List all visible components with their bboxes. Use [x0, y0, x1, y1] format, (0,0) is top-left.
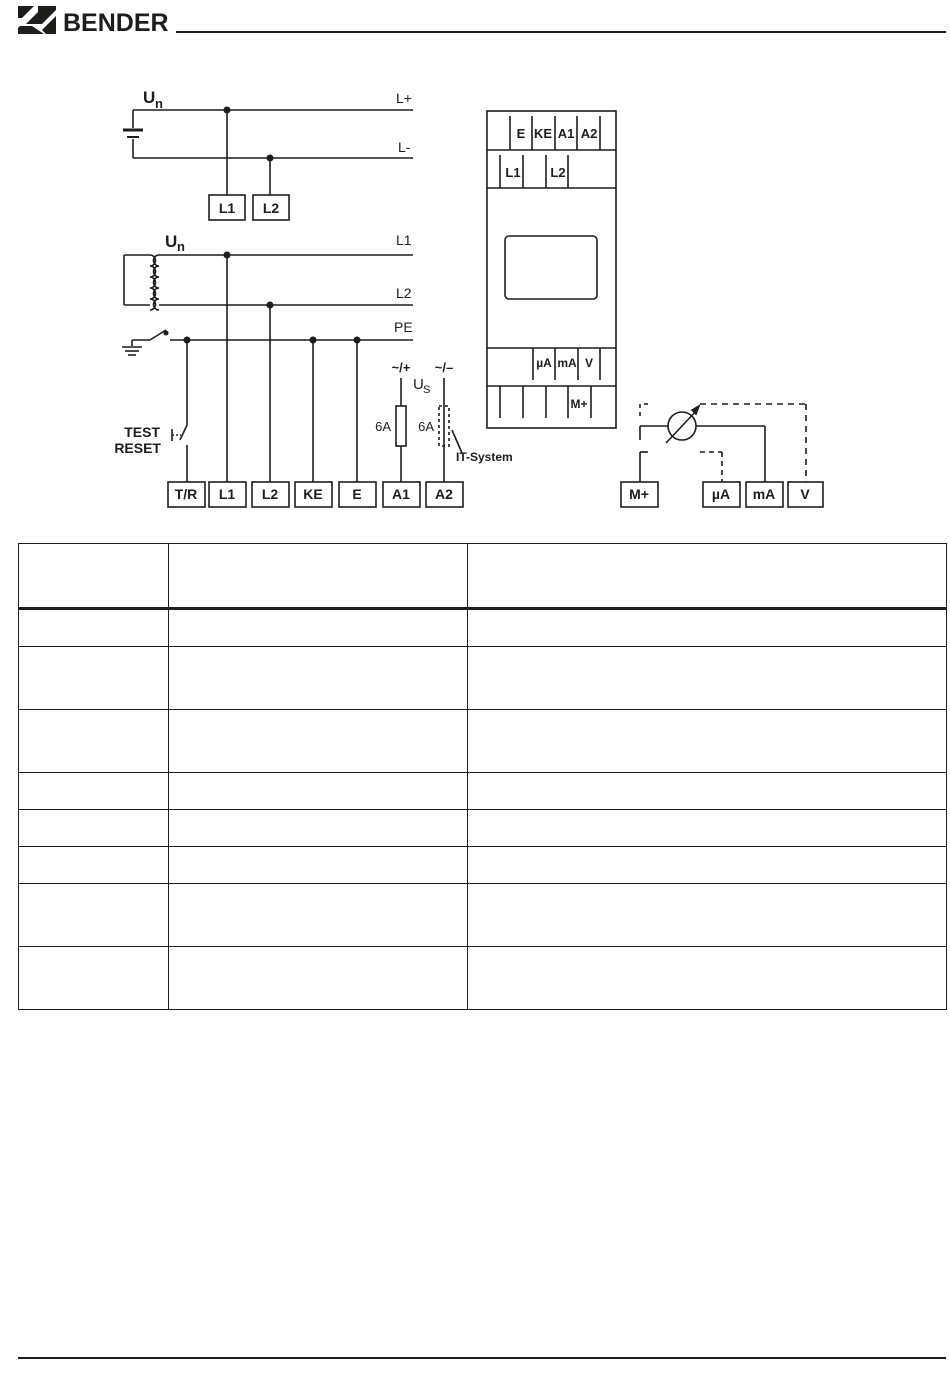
line-label-l2: L2: [396, 285, 412, 301]
device-terminal-a2: A2: [580, 126, 598, 141]
header-rule: [176, 31, 946, 33]
meter-terminal-ua: µA: [711, 486, 731, 502]
table-cell: [169, 710, 468, 773]
terminal-l2: L2: [261, 486, 279, 502]
table-cell: [19, 773, 169, 810]
table-cell: [169, 647, 468, 710]
table-cell: [19, 810, 169, 847]
ac-voltage-sub: n: [177, 239, 185, 254]
table-row: [19, 810, 947, 847]
device-terminal-l1: L1: [505, 165, 521, 180]
table-cell: [19, 847, 169, 884]
device-terminal-a1: A1: [557, 126, 575, 141]
supply-plus-label: ~/+: [391, 360, 411, 375]
dc-terminal-l1: L1: [218, 200, 236, 216]
table-cell: [468, 884, 947, 947]
table-header-cell: [19, 544, 169, 609]
supply-voltage-label: U: [413, 376, 424, 393]
table-cell: [169, 609, 468, 647]
table-row: [19, 647, 947, 710]
fuse-label-a2: 6A: [418, 419, 434, 434]
table-row: [19, 947, 947, 1010]
dc-voltage-sub: n: [155, 96, 163, 111]
terminal-tr: T/R: [174, 486, 198, 502]
ac-voltage-label: U: [165, 232, 178, 251]
terminal-a1: A1: [392, 486, 410, 502]
table-cell: [468, 847, 947, 884]
line-label-pe: PE: [394, 319, 413, 335]
table-row: [19, 710, 947, 773]
it-system-label: IT-System: [456, 450, 513, 464]
table-cell: [169, 773, 468, 810]
table-header-row: [19, 544, 947, 609]
table-cell: [468, 947, 947, 1010]
meter-terminal-mplus: M+: [629, 486, 649, 502]
terminal-table: [18, 543, 947, 1010]
terminal-a2: A2: [435, 486, 453, 502]
table-header-cell: [169, 544, 468, 609]
supply-minus-label: ~/–: [434, 360, 454, 375]
table-cell: [468, 810, 947, 847]
table-cell: [19, 884, 169, 947]
wiring-diagram: [0, 60, 950, 520]
device-terminal-e: E: [516, 126, 526, 141]
bender-logo: [18, 4, 169, 38]
reset-label: RESET: [114, 440, 161, 456]
table-cell: [169, 847, 468, 884]
table-cell: [169, 947, 468, 1010]
brand-name: BENDER: [63, 9, 169, 37]
device-terminal-ma: mA: [557, 356, 577, 370]
table-cell: [19, 647, 169, 710]
table-row: [19, 773, 947, 810]
table-cell: [468, 609, 947, 647]
table-row: [19, 609, 947, 647]
device-terminal-ke: KE: [533, 126, 553, 141]
table-row: [19, 884, 947, 947]
table-cell: [468, 647, 947, 710]
bender-logo-icon: [18, 6, 56, 34]
meter-terminal-v: V: [800, 486, 810, 502]
terminal-l1: L1: [218, 486, 236, 502]
table-cell: [19, 710, 169, 773]
table-cell: [169, 810, 468, 847]
table-header-cell: [468, 544, 947, 609]
terminal-e: E: [352, 486, 362, 502]
table-cell: [19, 609, 169, 647]
terminal-ke: KE: [303, 486, 323, 502]
meter-terminal-ma: mA: [752, 486, 776, 502]
line-label-l1: L1: [396, 232, 412, 248]
line-label-lplus: L+: [396, 90, 412, 106]
line-label-lminus: L-: [398, 139, 411, 155]
device-terminal-ua: µA: [536, 356, 552, 370]
fuse-label-a1: 6A: [375, 419, 391, 434]
dc-terminal-l2: L2: [262, 200, 280, 216]
test-label: TEST: [124, 424, 160, 440]
table-row: [19, 847, 947, 884]
device-terminal-v: V: [584, 356, 594, 370]
table-cell: [19, 947, 169, 1010]
dc-voltage-label: U: [143, 88, 156, 107]
device-terminal-mplus: M+: [570, 397, 588, 411]
table-cell: [468, 773, 947, 810]
table-cell: [169, 884, 468, 947]
footer-rule: [18, 1357, 946, 1359]
device-terminal-l2: L2: [550, 165, 566, 180]
supply-voltage-sub: S: [423, 384, 431, 396]
table-cell: [468, 710, 947, 773]
